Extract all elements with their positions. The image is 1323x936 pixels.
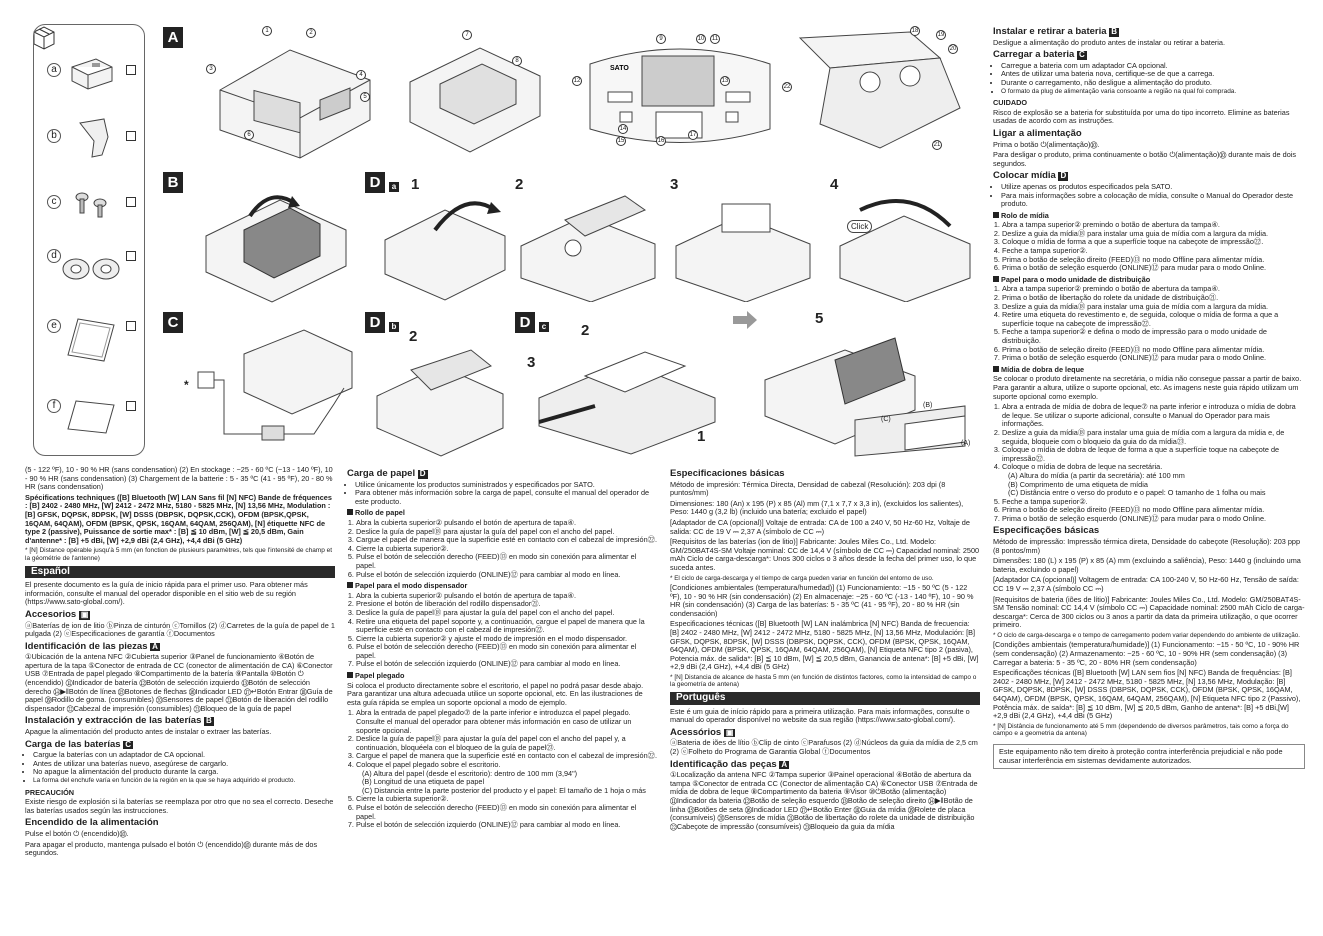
callout: 10 xyxy=(697,36,705,42)
spec-es: Dimensiones: 180 (An) x 195 (P) x 85 (Al) mm (7,1 x 7,7 x 3,3 in), (excluidos los salientes), Peso: 1440 g (3,2 lb) (incluido una batería; excluido el papel) xyxy=(670,498,964,517)
power-title-es: Encendido de la alimentación xyxy=(25,817,159,829)
list-item-text: Coloque el papel plegado sobre el escritorio. xyxy=(356,760,501,769)
ref-letter: C xyxy=(125,739,131,749)
sub-item: (A) Altura do mídia (a partir da secretária): até 100 mm xyxy=(1008,470,1185,480)
callout: 19 xyxy=(937,32,945,38)
panel-d-b xyxy=(365,310,510,460)
step-number: 4 xyxy=(830,176,839,193)
panel-a-tag: A xyxy=(163,27,183,48)
accessory-letter: c xyxy=(47,195,61,209)
ref-letter: A xyxy=(781,759,788,769)
list-item: 4. Feche a tampa superior②. xyxy=(1002,247,1305,256)
ref-letter: D xyxy=(419,469,426,478)
accessory-letter: e xyxy=(47,319,61,333)
fanfold-title-es: Papel plegado xyxy=(355,671,405,681)
list-item xyxy=(1002,463,1305,497)
list-item: 7. Prima o botão de seleção esquerdo (ONLINE)⑫ para mudar para o modo Online. xyxy=(1002,354,1305,363)
accessory-checkbox[interactable] xyxy=(126,321,136,331)
list-item: • Cargue la baterías con un adaptador de CA opcional. xyxy=(33,751,335,760)
documents-icon xyxy=(64,397,118,437)
accessory-letter: d xyxy=(47,249,61,263)
column-2 xyxy=(347,466,657,832)
callout: 12 xyxy=(573,78,581,84)
list-item: • Para obtener más información sobre la carga de papel, consulte el manual del operador de este producto. xyxy=(355,489,657,506)
caution-title-es: PRECAUCIÓN xyxy=(25,787,75,797)
panel-a xyxy=(160,24,980,164)
list-item: 1. Abra a entrada de mídia de dobra de leque⑦ na parte inferior e introduza o mídia de dobra de leque. Se utilizar o suporte adicional, consulte o Manual do Operador para mais informações. xyxy=(1002,403,1305,429)
power-text-es-2: Para apagar el producto, mantenga pulsado el botón ⏻ (encendido)⑩ durante más de dos segundos. xyxy=(25,839,318,858)
list-item: 5. Prima o botão de seleção direito (FEED)⑬ no modo Offline para alimentar mídia. xyxy=(1002,256,1305,265)
list-item: 1. Abra la entrada de papel plegado⑦ de la parte inferior e introduzca el papel plegado. Consulte el manual del operador para obtener más información en caso de utilizar un soporte opcional. xyxy=(356,709,657,735)
spec-pt: Especificações técnicas ([B] Bluetooth [W] LAN sem fios [N] NFC) Banda de frequências: [B] 2402 - 2480 MHz, [W] 2412 - 2472 MHz, 5180 - 5825 MHz, [N] 13,56 MHz, Modulação: [B] GFSK, DQPSK, 8DPSK, [W] DSSS (DBPSK, DQPSK, CCK), OFDM (BPSK, QPSK, 16QAM, 64QAM), OFDM (BPSK, QPSK, 16QAM, 64QAM, 256QAM), [N] Etiqueta NFC tipo 2 (Passivo), Potência máx. de saída*: [B] ≦ 10 dBm, [W] ≦ 20,5 dBm, Ganho de antena*: [B] +5 dBi,[W] +2,9 dBi (2,4 GHz), +4,4 dBi (5 GHz) xyxy=(993,668,1301,721)
section-marker xyxy=(993,276,999,282)
section-marker xyxy=(993,366,999,372)
list-item: 1. Abra a tampa superior② premindo o botão de abertura da tampa④. xyxy=(1002,285,1305,294)
list-item: 5. Feche a tampa superior② e defina o modo de impressão para o modo unidade de distribuição. xyxy=(1002,328,1305,345)
list-item: 2. Deslice la guía de papel⑱ para ajustar la guía del papel con el ancho del papel. xyxy=(356,528,657,537)
caution-title-pt: CUIDADO xyxy=(993,98,1028,108)
list-item xyxy=(356,761,657,795)
click-bubble: Click xyxy=(847,220,872,233)
media-bullets-es xyxy=(347,481,657,507)
step-number: 1 xyxy=(697,428,706,445)
list-item: 5. Cierre la cubierta superior②. xyxy=(356,795,657,804)
roll-step1-illustration xyxy=(375,190,515,302)
list-item: 3. Coloque o mídia de forma a que a superfície toque na cabeçote de impressão㉒. xyxy=(1002,238,1305,247)
callout: 7 xyxy=(462,30,472,40)
media-bullets-pt xyxy=(993,183,1305,209)
callout: 15 xyxy=(617,138,625,144)
callout: 16 xyxy=(657,138,665,144)
install-title-es: Instalación y extracción de las baterías xyxy=(25,715,202,727)
list-item: 5. Feche a tampa superior②. xyxy=(1002,498,1305,507)
specs-title-pt: Especificações básicas xyxy=(993,525,1100,537)
ref-letter: D xyxy=(1060,171,1067,181)
panel-b-tag: B xyxy=(163,172,183,193)
list-item: • Utilice únicamente los productos suministrados y especificados por SATO. xyxy=(355,481,657,490)
callout: 3 xyxy=(206,64,216,74)
list-item: 1. Abra a tampa superior② premindo o botão de abertura da tampa④. xyxy=(1002,221,1305,230)
step-number: 2 xyxy=(409,328,418,345)
callout: 20 xyxy=(949,46,957,52)
warranty-sheet-icon xyxy=(64,315,118,365)
battery-install-illustration xyxy=(200,186,350,304)
panel-c-tag: C xyxy=(163,312,183,333)
fanfold-intro-pt: Se colocar o produto diretamente na secretária, o mídia não consegue passar a partir de baixo. Para garantir a altura, utilize o suporte opcional, etc. As imagens neste guia rápido utilizam um suporte opcional como exemplo. xyxy=(993,374,1302,401)
callout: 21 xyxy=(933,142,941,148)
spec-es: Especificaciones técnicas ([B] Bluetooth [W] LAN inalámbrica [N] NFC) Banda de frecuencia: [B] 2402 - 2480 MHz, [W] 2412 - 2472 MHz, 5180 - 5825 MHz, [N] 13,56 MHz, Modulación: [B] GFSK, DQPSK, 8DPSK, [W] DSSS (DBPSK, DQPSK, CCK), OFDM (BPSK, QPSK, 16QAM, 64QAM), OFDM (BPSK, QPSK, 16QAM, 64QAM, 256QAM), [N] Etiqueta NFC tipo 2 (pasiva), Potencia máx. de salida*: [B] ≦ 10 dBm, [W] ≦ 20,5 dBm, Ganancia de antena*: [B] +5 dBi, [W] +2,9 dBi (2,4 GHz), +4,4 dBi (5 GHz) xyxy=(670,619,979,672)
panel-d-tag: D xyxy=(515,312,535,333)
list-item: 2. Deslice la guía de papel⑱ para ajustar la guía del papel con el ancho del papel y, a continuación, bloquéela con el bloqueo de la guía de papel㉓. xyxy=(356,735,657,752)
list-item: 6. Prima o botão de seleção esquerdo (ONLINE)⑫ para mudar para o modo Online. xyxy=(1002,264,1305,273)
list-item: • Durante o carregamento, não desligue a alimentação do produto. xyxy=(1001,79,1305,88)
reels-icon xyxy=(60,251,124,285)
dispenser-illustration xyxy=(371,340,509,458)
list-item: 7. Pulse el botón de selección izquierdo (ONLINE)⑫ para cambiar al modo en línea. xyxy=(356,821,657,830)
callout: 8 xyxy=(512,56,522,66)
callout: 5 xyxy=(360,92,370,102)
list-item: 2. Deslize a guia da mídia⑱ para instalar uma guia de mídia com a largura da mídia e, de seguida, bloqueie com o bloqueio da guia do da mídia㉓. xyxy=(1002,429,1305,446)
panel-d-tag: D xyxy=(365,172,385,193)
sato-logo: SATO xyxy=(610,65,629,72)
list-item: 2. Presione el botón de liberación del rodillo dispensador㉑. xyxy=(356,600,657,609)
step-number: 3 xyxy=(670,176,679,193)
callout: 11 xyxy=(711,36,719,42)
list-item: 3. Deslice la guía de papel⑱ para ajustar la guía del papel con el ancho del papel. xyxy=(356,609,657,618)
accessory-checkbox[interactable] xyxy=(126,65,136,75)
step-number: 1 xyxy=(411,176,420,193)
list-item: • Antes de utilizar una baterías nuevo, asegúrese de cargarlo. xyxy=(33,760,335,769)
spec-es: Método de impresión: Térmica Directa, Densidad de cabezal (Resolución): 203 dpi (8 puntos/mm) xyxy=(670,479,946,498)
spec-fr-note: * [N] Distance opérable jusqu'à 5 mm (en fonction de plusieurs paramètres, tels que l'intensité de champ et la géométrie de l'antenne) xyxy=(25,547,333,562)
power-text-es-1: Pulse el botón ⏻ (encendido)⑩. xyxy=(25,828,129,838)
intro-pt: Este é um guia de início rápido para a primeira utilização. Para mais informações, consulte o manual do operador disponível no website da sua região (https://www.sato-global.com/). xyxy=(670,706,970,725)
accessory-checkbox[interactable] xyxy=(126,197,136,207)
list-item: 2. Prima o botão de libertação do rolete da unidade de distribuição㉑. xyxy=(1002,294,1305,303)
spec-pt: Método de impressão: Impressão térmica direta, Densidade do cabeçote (Resolução): 203 ppp (8 pontos/mm) xyxy=(993,537,1301,555)
sub-item: (B) Comprimento de uma etiqueta de mídia xyxy=(1008,479,1148,489)
accessories-text-pt: ⓐBateria de iões de lítio ⓑClip de cinto ⓒParafusos (2) ⓓNúcleos da guia da mídia de 2,5 cm (2) ⓔFolheto do Programa de Garantia Global ⓕDocumentos xyxy=(670,738,978,757)
list-item: 3. Cargue el papel de manera que la superficie esté en contacto con el cabezal de impresión㉒. xyxy=(356,752,657,761)
language-bar-espanol: Español xyxy=(25,566,335,579)
panel-d-a xyxy=(365,170,980,306)
charge-list-es xyxy=(25,751,335,785)
media-label: (B) xyxy=(923,402,933,409)
callout: 14 xyxy=(619,126,627,132)
power-text-pt-2: Para desligar o produto, prima continuamente o botão ⏻(alimentação)⑩ durante mais de dois segundos. xyxy=(993,150,1297,168)
accessory-battery xyxy=(34,55,144,115)
dispenser-title-es: Papel para el modo dispensador xyxy=(355,581,468,591)
list-item: 4. Retire uma etiqueta do revestimento e, de seguida, coloque o mídia de forma a que a superfície toque na cabeçote de impressão㉒. xyxy=(1002,311,1305,328)
panel-d-subtag: b xyxy=(389,322,399,332)
roll-title-es: Rollo de papel xyxy=(355,508,405,518)
step-number: 2 xyxy=(581,322,590,339)
charging-illustration xyxy=(194,324,354,454)
regulatory-notice: Este equipamento não tem direito à proteção contra interferência prejudicial e não pode causar interferência em sistemas devidamente autorizados. xyxy=(993,744,1305,769)
callout: 1 xyxy=(262,26,272,36)
column-3 xyxy=(670,466,980,833)
list-item: 7. Prima o botão de seleção esquerdo (ONLINE)⑫ para mudar para o modo Online. xyxy=(1002,515,1305,524)
media-label: (C) xyxy=(881,416,891,423)
dispenser-steps-pt xyxy=(993,285,1305,362)
list-item: • O formato da plug de alimentação varia consoante a região na qual foi comprada. xyxy=(1001,88,1305,97)
list-item: 4. Retire una etiqueta del papel soporte y, a continuación, cargue el papel de manera que la superficie esté en contacto con el cabezal de impresión㉒. xyxy=(356,618,657,635)
list-item: • Carregue a bateria com um adaptador CA opcional. xyxy=(1001,62,1305,71)
screws-icon xyxy=(70,187,116,221)
list-item: 3. Coloque o mídia de dobra de leque de forma a que a superfície toque na cabeçote de impressão㉒. xyxy=(1002,446,1305,463)
accessories-title-pt: Acessórios xyxy=(670,726,722,738)
spec-fr-tech: Spécifications techniques ([B] Bluetooth [W] LAN Sans fil [N] NFC) Bande de fréquences : [B] 2402 - 2480 MHz, [W] 2412 - 2472 MHz, 5180 - 5825 MHz, [N] 13,56 MHz, Modulation : [B] GFSK, DQPSK, 8DPSK, [W] DSSS (DBPSK, DQPSK,CCK), OFDM (BPSK,QPSK, 16QAM, 64QAM), OFDM (BPSK, QPSK, 16QAM, 64QAM, 256QAM), [N] étiquette NFC de type 2 (passive), Puissance de sortie max* : [B] ≦ 10 dBm, [W] ≦ 20,5 dBm, Gain d'antenne* : [B] +5 dBi, [W] +2,9 dBi (2,4 GHz), +4,4 dBi (5 GHz) xyxy=(25,492,332,545)
charge-list-pt xyxy=(993,62,1305,96)
section-marker xyxy=(347,582,353,588)
list-item: • Utilize apenas os produtos especificados pela SATO. xyxy=(1001,183,1305,192)
roll-step4-illustration xyxy=(830,190,980,302)
list-item: 1. Abra la cubierta superior② pulsando el botón de apertura de tapa④. xyxy=(356,519,657,528)
accessory-letter: f xyxy=(47,399,61,413)
accessories-box xyxy=(33,24,145,456)
panel-d-tag: D xyxy=(365,312,385,333)
ref-letter: B xyxy=(1111,27,1117,36)
parts-text-es: ①Ubicación de la antena NFC ②Cubierta superior ③Panel de funcionamiento ④Botón de apertura de la tapa ⑤Conector de entrada de CC (conector de alimentación de CA) ⑥Conector USB ⑦Entrada de papel plegado ⑧Compartimento de la batería ⑨Pantalla ⑩Botón ⏻ (encendido) ⑪Indicador de batería ⑫Botón de selección izquierdo ⑬Botón de selección derecho ⑭▶‖Botón de línea ⑮Botones de flechas ⑯Indicador LED ⑰↵Botón Entrar ⑱Guía de papel ⑲Rodillo de goma. (consumibles) ⑳Sensores de papel ㉑Botón de liberación del rodillo dispensador ㉒Cabezal de impresión (consumibles) ㉓Bloqueo de la guía de papel xyxy=(25,652,333,713)
charge-title-es: Carga de las baterías xyxy=(25,738,121,750)
parts-title-es: Identificación de las piezas xyxy=(25,640,148,652)
install-title-pt: Instalar e retirar a bateria xyxy=(993,26,1107,37)
media-label: (A) xyxy=(961,440,971,447)
column-4 xyxy=(993,24,1305,769)
callout: 6 xyxy=(244,130,254,140)
roll-title-pt: Rolo de mídia xyxy=(1001,210,1049,220)
panel-d-subtag: a xyxy=(389,182,399,192)
media-title-pt: Colocar mídia xyxy=(993,170,1056,182)
roll-step2-illustration xyxy=(515,190,665,302)
spec-es: [Requisitos de las baterías (ion de litio)] Fabricante: Joules Miles Co., Ltd. Modelo: GM/250BAT4S-SM Voltaje nominal: CC de 14,4 V (símbolo de CC ⎓) Capacidad nominal: 2500 mAh Ciclo de carga-descarga*: Unos 300 ciclos o 3 años desde la fecha del primer uso, lo que suceda antes. xyxy=(670,537,980,572)
spec-note-es: * [N] Distancia de alcance de hasta 5 mm (en función de distintos factores, como la intensidad de campo o la geometría de antena) xyxy=(670,673,977,689)
accessory-checkbox[interactable] xyxy=(126,401,136,411)
roll-step3-illustration xyxy=(670,190,820,302)
roll-steps-es xyxy=(347,519,657,579)
list-item: 6. Prima o botão de seleção direito (FEED)⑬ no modo Offline para alimentar mídia. xyxy=(1002,346,1305,355)
accessory-screws xyxy=(34,187,144,247)
spec-note-pt: * [N] Distância de funcionamento até 5 mm (dependendo de diversos parâmetros, tais como a força do campo e a geometria da antena) xyxy=(993,722,1289,738)
accessory-belt-clip xyxy=(34,121,144,181)
section-marker xyxy=(347,509,353,515)
list-item-text: Coloque o mídia de dobra de leque na secretária. xyxy=(1002,462,1163,472)
power-text-pt-1: Prima o botão ⏻(alimentação)⑩. xyxy=(993,139,1100,149)
sub-item: (A) Altura del papel (desde el escritorio): dentro de 100 mm (3,94") xyxy=(362,768,578,778)
step-number: 2 xyxy=(515,176,524,193)
spec-es: [Condiciones ambientales (temperatura/humedad)] (1) Funcionamiento: −15 - 50 ºC (5 - 122 ºF), 10 - 90 % HR (sin condensación) (2) En almacenaje: −25 - 60 ºC (-13 - 140 ºF), 10 - 90 % HR (sin condensación) (3) Carga de las baterías: 5 - 35 ºC (41 - 95 ºF), 20 - 80 % HR (sin condensación) xyxy=(670,582,974,618)
language-bar-portugues: Português xyxy=(670,692,980,705)
list-item: 2. Deslize a guia da mídia⑱ para instalar uma guia de mídia com a largura da mídia. xyxy=(1002,230,1305,239)
list-item: 4. Cierre la cubierta superior②. xyxy=(356,545,657,554)
accessory-checkbox[interactable] xyxy=(126,251,136,261)
spec-es: [Adaptador de CA (opcional)] Voltaje de entrada: CA de 100 a 240 V, 50 Hz-60 Hz, Voltaje de salida: CC de 19 V ⎓ 2,37 A (símbolo de CC ⎓) xyxy=(670,517,970,536)
dispenser-title-pt: Papel para o modo unidade de distribuição xyxy=(1001,274,1151,284)
roll-steps-pt xyxy=(993,221,1305,273)
section-marker xyxy=(993,212,999,218)
list-item: 6. Pulse el botón de selección derecho (FEED)⑬ en modo sin conexión para alimentar el papel. xyxy=(356,804,657,821)
panel-d-subtag: c xyxy=(539,322,549,332)
accessory-checkbox[interactable] xyxy=(126,131,136,141)
step-number: 5 xyxy=(815,310,824,327)
panel-d-c xyxy=(515,310,980,460)
panel-c xyxy=(160,310,355,460)
spec-pt: [Condições ambientais (temperatura/humidade)] (1) Funcionamento: −15 - 50 ºC, 10 - 90% HR (sem condensação) (2) Armazenamento: −25 - 60 ºC, 10 - 90% HR (sem condensação) (3) Carregar a bateria: 5 - 35 ºC, 20 - 80% HR (sem condensação) xyxy=(993,640,1300,667)
caution-text-pt: Risco de explosão se a bateria for substituída por uma do tipo incorreto. Elimine as baterias usadas de acordo com as instruções. xyxy=(993,107,1290,126)
battery-icon xyxy=(66,55,116,91)
spec-pt: [Requisitos de bateria (iões de lítio)] Fabricante: Joules Miles Co., Ltd. Modelo: GM/250BAT4S-SM Tensão nominal: CC 14,4 V (símbolo CC ⎓) Capacidade nominal: 2500 mAh Ciclo de carga-descarga*: Cerca de 300 ciclos ou 3 anos a partir da data da primeira utilização, o que ocorrer primeiro. xyxy=(993,594,1305,630)
accessory-letter: a xyxy=(47,63,61,77)
printer-bottom-illustration xyxy=(400,32,550,160)
belt-clip-icon xyxy=(74,117,114,161)
dispenser-steps-es xyxy=(347,592,657,669)
fanfold-intro-es: Si coloca el producto directamente sobre el escritorio, el papel no podrá pasar desde abajo. Para garantizar una altura adecuada utilice un soporte opcional, etc. En las ilustraciones de esta guía rápida se emplea un soporte opcional a modo de ejemplo. xyxy=(347,680,644,707)
accessory-warranty xyxy=(34,315,144,375)
accessories-icon: ▣ xyxy=(80,609,89,619)
callout: 17 xyxy=(689,132,697,138)
fanfold-steps-es xyxy=(347,709,657,829)
list-item: • La forma del enchufe varía en función de la región en la que se haya adquirido el producto. xyxy=(33,777,335,786)
intro-es: El presente documento es la guía de inicio rápida para el primer uso. Para obtener más información, consulte el manual del operador disponible en el sitio web de su región (https://www.sato-global.com/). xyxy=(25,580,308,607)
list-item: 6. Prima o botão de seleção direito (FEED)⑬ no modo Offline para alimentar mídia. xyxy=(1002,506,1305,515)
callout: 4 xyxy=(356,70,366,80)
callout: 2 xyxy=(306,28,316,38)
media-title-es: Carga de papel xyxy=(347,468,416,479)
spec-note-pt: * O ciclo de carga-descarga e o tempo de carregamento podem variar dependendo do ambiente de utilização. xyxy=(993,632,1300,639)
accessory-documents xyxy=(34,397,144,457)
list-item: 1. Abra la cubierta superior② pulsando el botón de apertura de tapa④. xyxy=(356,592,657,601)
spec-pt: [Adaptador CA (opcional)] Voltagem de entrada: CA 100-240 V, 50 Hz-60 Hz, Tensão de saída: CC 19 V ⎓ 2,37 A (símbolo CC ⎓) xyxy=(993,575,1299,594)
spec-note-es: * El ciclo de carga-descarga y el tiempo de carga pueden variar en función del entorno de uso. xyxy=(670,574,934,582)
list-item: 3. Deslize a guia da mídia⑱ para instalar uma guia de mídia com a largura da mídia. xyxy=(1002,303,1305,312)
accessory-paper-guide-reels xyxy=(34,247,144,307)
list-item: 5. Pulse el botón de selección derecho (FEED)⑬ en modo sin conexión para alimentar el papel. xyxy=(356,553,657,570)
callout: 9 xyxy=(656,34,666,44)
list-item: • No apague la alimentación del producto durante la carga. xyxy=(33,768,335,777)
step-number: 3 xyxy=(527,354,536,371)
section-marker xyxy=(347,672,353,678)
column-1 xyxy=(25,466,335,860)
spec-pt: Dimensões: 180 (L) x 195 (P) x 85 (A) mm (excluindo a saliência), Peso: 1440 g (incluindo uma bateria, excluindo o papel) xyxy=(993,556,1301,574)
accessory-letter: b xyxy=(47,129,61,143)
fanfold-steps-pt xyxy=(993,403,1305,523)
ref-letter: C xyxy=(1078,50,1085,60)
ref-letter: A xyxy=(152,641,158,651)
sub-item: (C) Distância entre o verso do produto e o papel: O tamanho de 1 folha ou mais xyxy=(1008,488,1266,498)
callout: 13 xyxy=(721,78,729,84)
parts-text-pt: ①Localização da antena NFC ②Tampa superior ③Painel operacional ④Botão de abertura da tampa ⑤Conector de entrada CC (Conector de alimentação CA) ⑥Conector USB ⑦Entrada de mídia de dobra de leque ⑧Compartimento da bateria ⑨Visor ⑩⏻Botão (alimentação) ⑪Indicador da bateria ⑫Botão de seleção esquerdo ⑬Botão de seleção direito ⑭▶‖Botão de linha ⑮Botões de seta ⑯Indicador LED ⑰↵Botão Enter ⑱Guia da mídia ⑲Rolete de placa (consumíveis) ⑳Sensores de mídia ㉑Botão de libertação do rolete da unidade de distribuição ㉒Cabeçote de impressão (consumíveis) ㉓Bloqueio da guia da mídia xyxy=(670,770,978,831)
list-item: 7. Pulse el botón de selección izquierdo (ONLINE)⑫ para cambiar al modo en línea. xyxy=(356,660,657,669)
fanfold-stand-illustration xyxy=(755,320,980,458)
list-item: • Para mais informações sobre a colocação de mídia, consulte o Manual do Operador deste produto. xyxy=(1001,192,1305,209)
fanfold-title-pt: Mídia de dobra de leque xyxy=(1001,364,1085,374)
fanfold-open-illustration xyxy=(535,326,725,456)
list-item: 5. Cierre la cubierta superior② y ajuste el modo de impresión en el modo dispensador. xyxy=(356,635,657,644)
accessories-icon: ▣ xyxy=(725,727,734,737)
accessories-title-es: Accesorios xyxy=(25,608,77,620)
list-item: 6. Pulse el botón de selección derecho (FEED)⑬ en modo sin conexión para alimentar el papel. xyxy=(356,643,657,660)
charge-title-pt: Carregar a bateria xyxy=(993,49,1075,61)
ref-letter: B xyxy=(206,716,212,726)
operation-panel-illustration xyxy=(580,34,780,156)
install-text-pt: Desligue a alimentação do produto antes de instalar ou retirar a bateria. xyxy=(993,37,1226,47)
list-item: • Antes de utilizar uma bateria nova, certifique-se de que a carrega. xyxy=(1001,70,1305,79)
plug-note-star: * xyxy=(184,378,189,392)
power-title-pt: Ligar a alimentação xyxy=(993,127,1082,139)
caution-text-es: Existe riesgo de explosión si la baterías se reemplaza por otro que no sea el correcto. Deseche las baterías usados según las instrucciones. xyxy=(25,797,334,815)
sub-item: (B) Longitud de una etiqueta de papel xyxy=(362,777,485,787)
sub-item: (C) Distancia entre la parte posterior del producto y el papel: El tamaño de 1 hoja o más xyxy=(362,785,646,795)
spec-fr-env: (5 - 122 ºF), 10 - 90 % HR (sans condensation) (2) En stockage : −25 - 60 ºC (−13 - 140 ºF), 10 - 90 % HR (sans condensation) (3) Chargement de la batterie : 5 - 35 ºC (41 - 95 ºF), 20 - 80 % HR (sans condensation) xyxy=(25,465,333,492)
parts-title-pt: Identificação das peças xyxy=(670,758,777,770)
list-item: 6. Pulse el botón de selección izquierdo (ONLINE)⑫ para cambiar al modo en línea. xyxy=(356,571,657,580)
callout: 22 xyxy=(783,84,791,90)
callout: 18 xyxy=(911,28,919,34)
accessories-text-es: ⓐBaterías de ion de litio ⓑPinza de cinturón ⓒTornillos (2) ⓓCarretes de la guía de papel de 1 pulgada (2) ⓔEspecificaciones de garantía ⓕDocumentos xyxy=(25,620,335,639)
panel-b xyxy=(160,170,355,306)
specs-title-es: Especificaciones básicas xyxy=(670,468,785,479)
list-item: 3. Cargue el papel de manera que la superficie esté en contacto con el cabezal de impresión㉒. xyxy=(356,536,657,545)
install-text-es: Apague la alimentación del producto antes de instalar o extraer las baterías. xyxy=(25,727,272,737)
